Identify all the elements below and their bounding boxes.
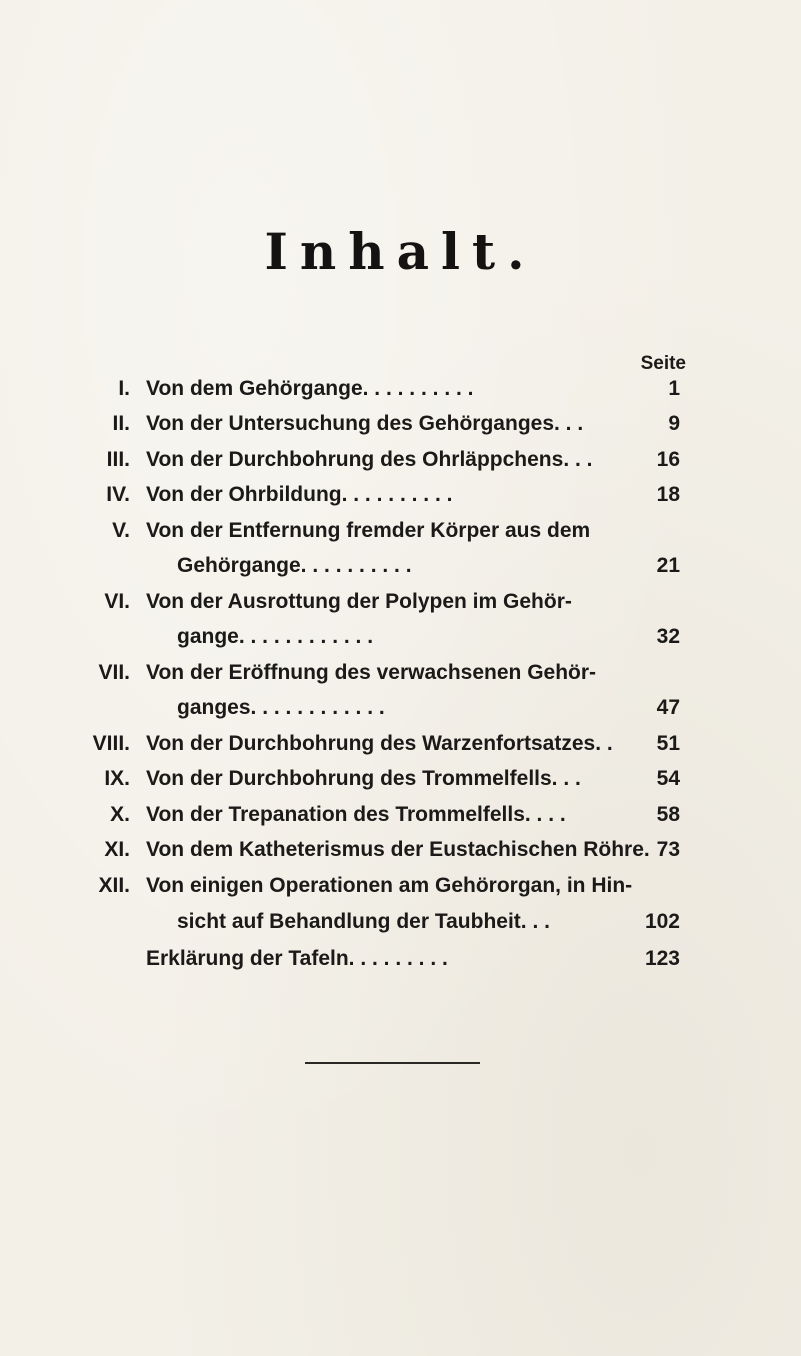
chapter-number: VIII. [92, 732, 130, 755]
toc-line [0, 832, 801, 868]
chapter-title: sicht auf Behandlung der Taubheit. . . [177, 910, 550, 933]
chapter-title: Von der Trepanation des Trommelfells. . . . [146, 803, 566, 826]
toc-line [0, 797, 801, 833]
chapter-number: VI. [104, 590, 130, 613]
chapter-number: XI. [104, 838, 130, 861]
toc-line [0, 941, 801, 977]
page-column-label: Seite [640, 353, 686, 374]
chapter-title: Von einigen Operationen am Gehörorgan, in Hin- [146, 874, 633, 897]
page-number: 9 [668, 412, 680, 435]
chapter-number: IV. [106, 483, 130, 506]
chapter-title: Von der Durchbohrung des Ohrläppchens. . . [146, 448, 593, 471]
page-number: 47 [656, 696, 680, 719]
chapter-title: gange. . . . . . . . . . . . [177, 625, 374, 648]
page-number: 1 [668, 377, 680, 400]
toc-line [0, 904, 801, 940]
page-number: 51 [656, 732, 680, 755]
toc-line [0, 584, 801, 620]
chapter-number: III. [106, 448, 130, 471]
chapter-title: Gehörgange. . . . . . . . . . [177, 554, 412, 577]
chapter-number: II. [112, 412, 130, 435]
toc-line [0, 761, 801, 797]
page-number: 18 [656, 483, 680, 506]
toc-line [0, 477, 801, 513]
page-title: Inhalt. [264, 222, 537, 281]
chapter-number: XII. [98, 874, 130, 897]
toc-line [0, 548, 801, 584]
chapter-number: IX. [104, 767, 130, 790]
chapter-title: Von der Durchbohrung des Warzenfortsatzes. . [146, 732, 613, 755]
toc-line [0, 371, 801, 407]
chapter-number: VII. [98, 661, 130, 684]
page-number: 102 [644, 910, 680, 933]
page-number: 16 [656, 448, 680, 471]
toc-line [0, 868, 801, 904]
page-number: 32 [656, 625, 680, 648]
chapter-title: Von der Durchbohrung des Trommelfells. . . [146, 767, 581, 790]
toc-line [0, 619, 801, 655]
chapter-title: Von dem Gehörgange. . . . . . . . . . [146, 377, 474, 400]
chapter-number: X. [110, 803, 130, 826]
toc-line [0, 690, 801, 726]
page-number: 73 [656, 838, 680, 861]
page-number: 58 [656, 803, 680, 826]
page-number: 123 [644, 947, 680, 970]
chapter-title: Von der Eröffnung des verwachsenen Gehör- [146, 661, 597, 684]
chapter-number: V. [112, 519, 130, 542]
toc-line [0, 442, 801, 478]
page-number: 21 [656, 554, 680, 577]
chapter-title: Von der Ohrbildung. . . . . . . . . . [146, 483, 453, 506]
chapter-title: Erklärung der Tafeln. . . . . . . . . [146, 947, 448, 970]
toc-line [0, 655, 801, 691]
chapter-title: Von der Ausrottung der Polypen im Gehör- [146, 590, 572, 613]
chapter-title: Von der Untersuchung des Gehörganges. . . [146, 412, 584, 435]
toc-line [0, 726, 801, 762]
chapter-title: Von dem Katheterismus der Eustachischen Röhre. [146, 838, 650, 861]
chapter-title: ganges. . . . . . . . . . . . [177, 696, 385, 719]
toc-line [0, 406, 801, 442]
page-number: 54 [656, 767, 680, 790]
chapter-number: I. [118, 377, 130, 400]
chapter-title: Von der Entfernung fremder Körper aus dem [146, 519, 591, 542]
toc-line [0, 513, 801, 549]
divider-rule [305, 1062, 480, 1064]
